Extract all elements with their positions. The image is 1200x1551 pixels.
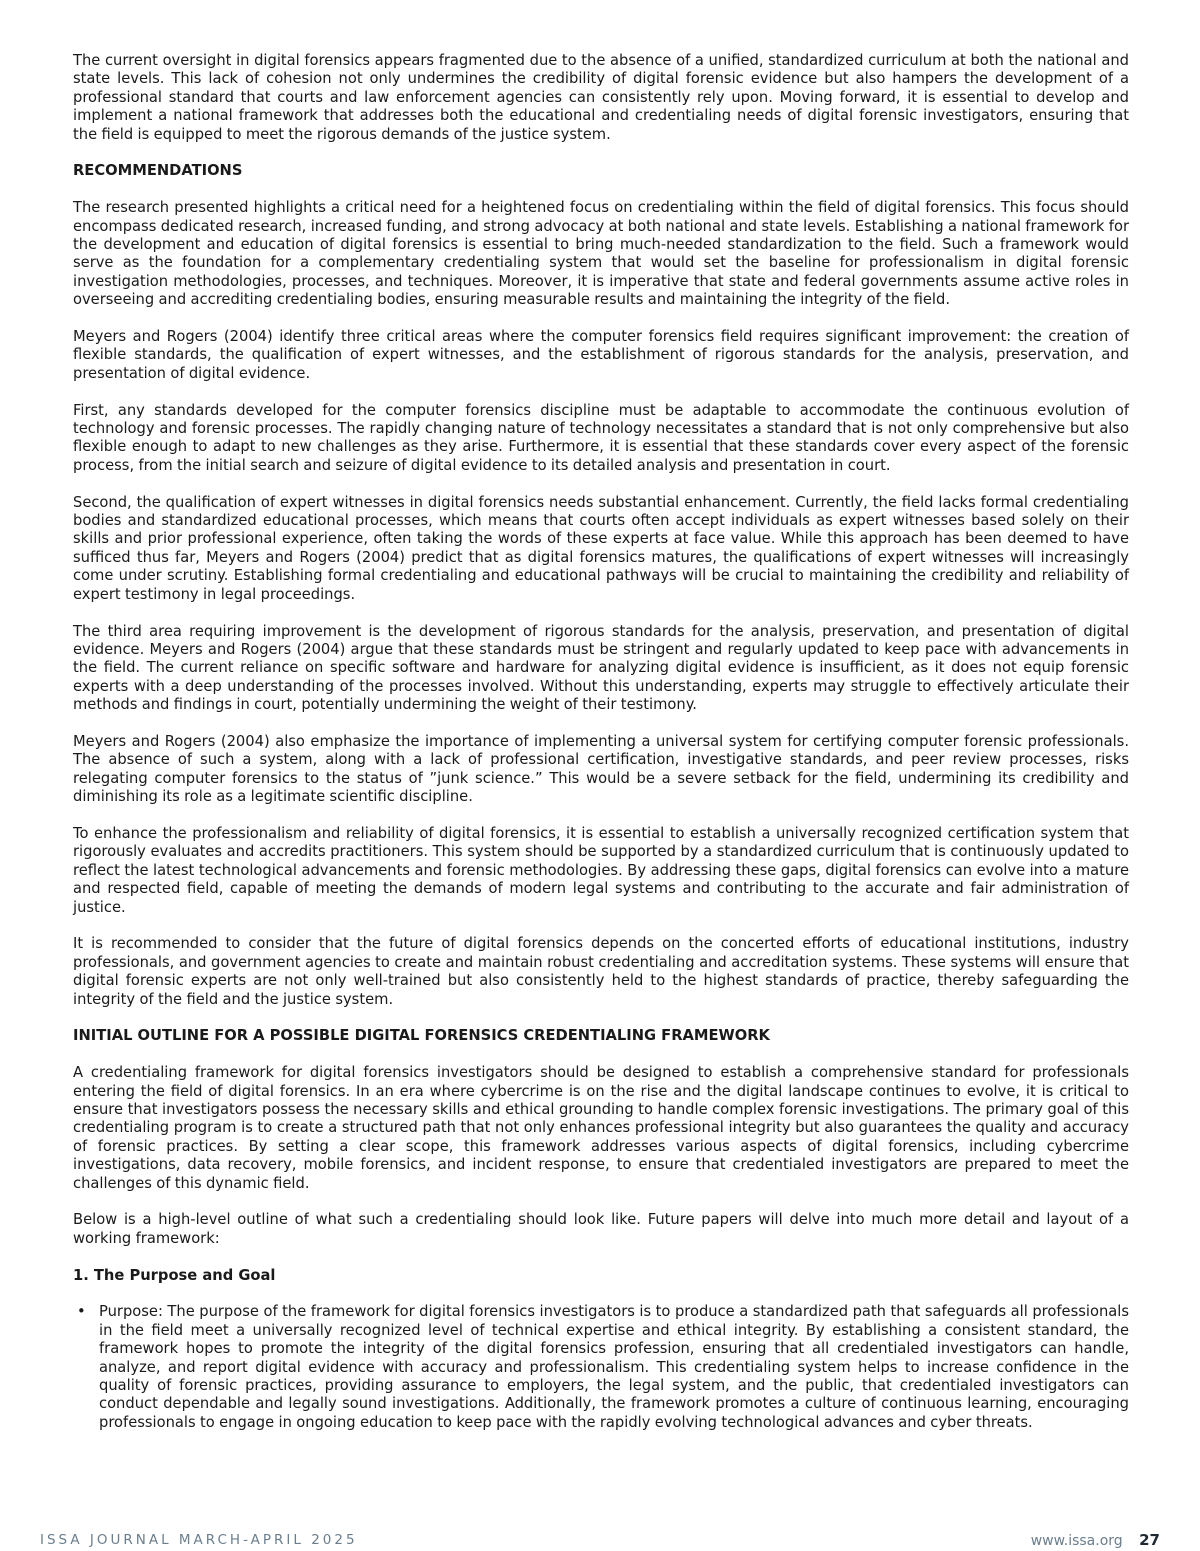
list-item-purpose-text: Purpose: The purpose of the framework for digital forensics investigators is to produce a standardized path that safeguards all professionals in the field meet a universally recognized level of technical expertise and ethical integrity. By establishing a consistent standard, the framework hopes to promote the integrity of the digital forensics profession, ensuring that all credentialed investigators can handle, analyze, and report digital evidence with accuracy and professionalism. This credentialing system helps to increase confidence in the quality of forensic practices, providing assurance to employers, the legal system, and the public, that credentialed investigators can conduct dependable and legally sound investigations. Additionally, the framework promotes a culture of continuous learning, encouraging professionals to engage in ongoing education to keep pace with the rapidly evolving technological advances and cyber threats. bbox=[99, 1303, 1129, 1431]
page-number: 27 bbox=[1139, 1531, 1160, 1549]
paragraph-recommendations-4: Second, the qualification of expert witnesses in digital forensics needs substantial enhancement. Currently, the field lacks formal credentialing bodies and standardized educational processes, which means that courts often accept individuals as expert witnesses based solely on their skills and prior professional experience, often taking the words of these experts at face value. While this approach has been deemed to have sufficed thus far, Meyers and Rogers (2004) predict that as digital forensics matures, the qualifications of expert witnesses will increasingly come under scrutiny. Establishing formal credentialing and educational pathways will be crucial to maintaining the credibility and reliability of expert testimony in legal proceedings. bbox=[73, 493, 1129, 603]
paragraph-recommendations-5: The third area requiring improvement is the development of rigorous standards for the analysis, preservation, and presentation of digital evidence. Meyers and Rogers (2004) argue that these standards must be stringent and regularly updated to keep pace with advancements in the field. The current reliance on specific software and hardware for analyzing digital evidence is insufficient, as it does not equip forensic experts with a deep understanding of the processes involved. Without this understanding, experts may struggle to effectively articulate their methods and findings in court, potentially undermining the weight of their testimony. bbox=[73, 622, 1129, 714]
paragraph-outline-2: Below is a high-level outline of what such a credentialing should look like. Future papers will delve into much more detail and layout of a working framework: bbox=[73, 1211, 1129, 1247]
paragraph-recommendations-1: The research presented highlights a critical need for a heightened focus on credentialing within the field of digital forensics. This focus should encompass dedicated research, increased funding, and strong advocacy at both national and state levels. Establishing a national framework for the development and education of digital forensics is essential to bring much-needed standardization to the field. Such a framework would serve as the foundation for a complementary credentialing system that would set the baseline for professionalism in digital forensic investigation methodologies, processes, and techniques. Moreover, it is imperative that state and federal governments assume active roles in overseeing and accrediting credentialing bodies, ensuring measurable results and maintaining the integrity of the field. bbox=[73, 199, 1129, 309]
heading-recommendations: RECOMMENDATIONS bbox=[73, 162, 243, 180]
paragraph-recommendations-3: First, any standards developed for the computer forensics discipline must be adaptable to accommodate the continuous evolution of technology and forensic processes. The rapidly changing nature of technology necessitates a standard that is not only comprehensive but also flexible enough to adapt to new challenges as they arise. Furthermore, it is essential that these standards cover every aspect of the forensic process, from the initial search and seizure of digital evidence to its detailed analysis and presentation in court. bbox=[73, 401, 1129, 474]
paragraph-recommendations-2: Meyers and Rogers (2004) identify three critical areas where the computer forensics field requires significant improvement: the creation of flexible standards, the qualification of expert witnesses, and the establishment of rigorous standards for the analysis, preservation, and presentation of digital evidence. bbox=[73, 328, 1129, 382]
paragraph-recommendations-8: It is recommended to consider that the future of digital forensics depends on the concerted efforts of educational institutions, industry professionals, and government agencies to create and maintain robust credentialing and accreditation systems. These systems will ensure that digital forensic experts are not only well-trained but also consistently held to the highest standards of practice, thereby safeguarding the integrity of the field and the justice system. bbox=[73, 935, 1129, 1008]
journal-issue-label: ISSA JOURNAL MARCH-APRIL 2025 bbox=[40, 1532, 358, 1548]
bullet-icon: • bbox=[77, 1303, 86, 1321]
purpose-list bbox=[73, 1303, 1129, 1432]
website-link[interactable]: www.issa.org bbox=[1030, 1533, 1123, 1549]
footer-right-group bbox=[1031, 1531, 1160, 1549]
heading-initial-outline: INITIAL OUTLINE FOR A POSSIBLE DIGITAL FORENSICS CREDENTIALING FRAMEWORK bbox=[73, 1027, 770, 1045]
article-body bbox=[73, 52, 1129, 1432]
paragraph-outline-1: A credentialing framework for digital forensics investigators should be designed to establish a comprehensive standard for professionals entering the field of digital forensics. In an era where cybercrime is on the rise and the digital landscape continues to evolve, it is critical to ensure that investigators possess the necessary skills and ethical grounding to handle complex forensic investigations. The primary goal of this credentialing program is to create a structured path that not only enhances professional integrity but also guarantees the quality and accuracy of forensic practices. By setting a clear scope, this framework addresses various aspects of digital forensics, including cybercrime investigations, data recovery, mobile forensics, and incident response, to ensure that credentialed investigators are prepared to meet the challenges of this dynamic field. bbox=[73, 1064, 1129, 1192]
page-footer bbox=[40, 1532, 1160, 1550]
paragraph-recommendations-7: To enhance the professionalism and reliability of digital forensics, it is essential to establish a universally recognized certification system that rigorously evaluates and accredits practitioners. This system should be supported by a standardized curriculum that is continuously updated to reflect the latest technological advancements and forensic methodologies. By addressing these gaps, digital forensics can evolve into a mature and respected field, capable of meeting the demands of modern legal systems and contributing to the accurate and fair administration of justice. bbox=[73, 824, 1129, 916]
heading-purpose-and-goal: 1. The Purpose and Goal bbox=[73, 1266, 276, 1284]
list-item-purpose bbox=[73, 1303, 1129, 1432]
paragraph-intro: The current oversight in digital forensics appears fragmented due to the absence of a unified, standardized curriculum at both the national and state levels. This lack of cohesion not only undermines the credibility of digital forensic evidence but also hampers the development of a professional standard that courts and law enforcement agencies can consistently rely upon. Moving forward, it is essential to develop and implement a national framework that addresses both the educational and credentialing needs of digital forensic investigators, ensuring that the field is equipped to meet the rigorous demands of the justice system. bbox=[73, 52, 1129, 143]
paragraph-recommendations-6: Meyers and Rogers (2004) also emphasize the importance of implementing a universal system for certifying computer forensic professionals. The absence of such a system, along with a lack of professional certification, investigative standards, and peer review processes, risks relegating computer forensics to the status of ”junk science.” This would be a severe setback for the field, undermining its credibility and diminishing its role as a legitimate scientific discipline. bbox=[73, 732, 1129, 806]
